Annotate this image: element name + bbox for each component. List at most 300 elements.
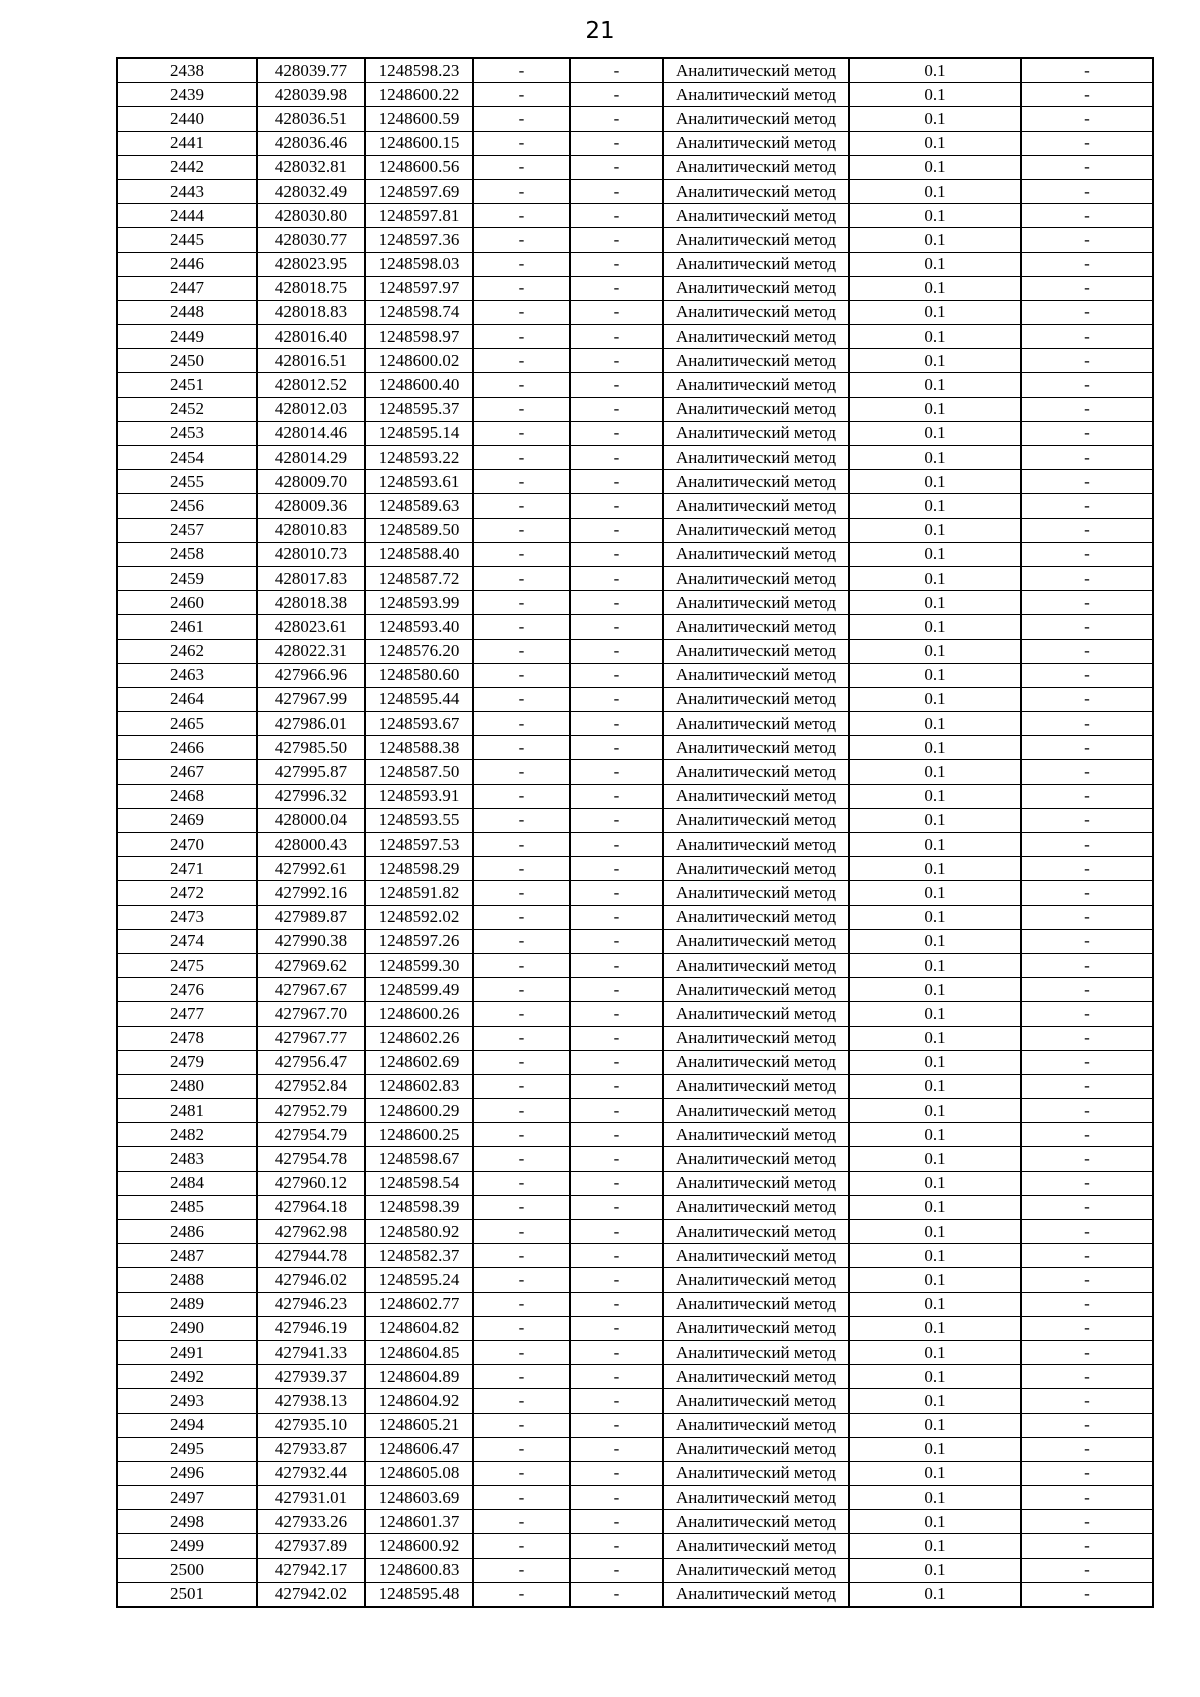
table-row [117,1244,1153,1268]
table-row [117,107,1153,131]
dash-cell-1: - [473,566,570,590]
x-coordinate-cell: 427960.12 [257,1171,365,1195]
table-row [117,736,1153,760]
accuracy-cell: 0.1 [849,1389,1021,1413]
table-row [117,1461,1153,1485]
dash-cell-3: - [1021,107,1153,131]
table-row [117,953,1153,977]
dash-cell-2: - [570,1558,663,1582]
dash-cell-3: - [1021,1437,1153,1461]
dash-cell-3: - [1021,639,1153,663]
accuracy-cell: 0.1 [849,1026,1021,1050]
dash-cell-2: - [570,929,663,953]
table-row [117,1292,1153,1316]
dash-cell-1: - [473,300,570,324]
dash-cell-3: - [1021,1220,1153,1244]
accuracy-cell: 0.1 [849,494,1021,518]
point-number-cell: 2473 [117,905,257,929]
dash-cell-3: - [1021,542,1153,566]
table-row [117,1340,1153,1364]
dash-cell-3: - [1021,566,1153,590]
point-number-cell: 2462 [117,639,257,663]
method-cell: Аналитический метод [663,1026,849,1050]
table-row [117,760,1153,784]
dash-cell-3: - [1021,349,1153,373]
dash-cell-1: - [473,615,570,639]
dash-cell-2: - [570,1220,663,1244]
dash-cell-2: - [570,1123,663,1147]
x-coordinate-cell: 427954.78 [257,1147,365,1171]
dash-cell-1: - [473,1461,570,1485]
point-number-cell: 2438 [117,58,257,83]
point-number-cell: 2460 [117,591,257,615]
table-row [117,929,1153,953]
dash-cell-1: - [473,155,570,179]
table-row [117,1268,1153,1292]
method-cell: Аналитический метод [663,978,849,1002]
accuracy-cell: 0.1 [849,1510,1021,1534]
dash-cell-3: - [1021,179,1153,203]
dash-cell-3: - [1021,1292,1153,1316]
table-row [117,687,1153,711]
accuracy-cell: 0.1 [849,712,1021,736]
dash-cell-1: - [473,881,570,905]
accuracy-cell: 0.1 [849,978,1021,1002]
dash-cell-1: - [473,663,570,687]
dash-cell-3: - [1021,1510,1153,1534]
x-coordinate-cell: 428009.70 [257,470,365,494]
point-number-cell: 2482 [117,1123,257,1147]
dash-cell-1: - [473,131,570,155]
dash-cell-1: - [473,1195,570,1219]
y-coordinate-cell: 1248593.61 [365,470,473,494]
dash-cell-2: - [570,1099,663,1123]
dash-cell-2: - [570,1365,663,1389]
dash-cell-1: - [473,760,570,784]
table-row [117,179,1153,203]
x-coordinate-cell: 427990.38 [257,929,365,953]
x-coordinate-cell: 428000.43 [257,833,365,857]
accuracy-cell: 0.1 [849,252,1021,276]
dash-cell-2: - [570,1074,663,1098]
dash-cell-1: - [473,204,570,228]
dash-cell-1: - [473,929,570,953]
dash-cell-2: - [570,131,663,155]
accuracy-cell: 0.1 [849,1195,1021,1219]
accuracy-cell: 0.1 [849,905,1021,929]
dash-cell-1: - [473,1099,570,1123]
x-coordinate-cell: 427952.84 [257,1074,365,1098]
accuracy-cell: 0.1 [849,1099,1021,1123]
method-cell: Аналитический метод [663,857,849,881]
dash-cell-1: - [473,639,570,663]
accuracy-cell: 0.1 [849,929,1021,953]
method-cell: Аналитический метод [663,784,849,808]
accuracy-cell: 0.1 [849,1123,1021,1147]
table-row [117,1437,1153,1461]
dash-cell-2: - [570,1437,663,1461]
dash-cell-1: - [473,591,570,615]
y-coordinate-cell: 1248591.82 [365,881,473,905]
x-coordinate-cell: 428023.61 [257,615,365,639]
table-row [117,1123,1153,1147]
method-cell: Аналитический метод [663,929,849,953]
y-coordinate-cell: 1248593.55 [365,808,473,832]
table-row [117,591,1153,615]
dash-cell-1: - [473,1220,570,1244]
table-row [117,421,1153,445]
dash-cell-1: - [473,1437,570,1461]
method-cell: Аналитический метод [663,808,849,832]
y-coordinate-cell: 1248589.50 [365,518,473,542]
dash-cell-1: - [473,1316,570,1340]
dash-cell-3: - [1021,276,1153,300]
dash-cell-3: - [1021,1486,1153,1510]
dash-cell-3: - [1021,446,1153,470]
table-row [117,1050,1153,1074]
y-coordinate-cell: 1248606.47 [365,1437,473,1461]
accuracy-cell: 0.1 [849,1316,1021,1340]
table-row [117,566,1153,590]
y-coordinate-cell: 1248600.15 [365,131,473,155]
point-number-cell: 2485 [117,1195,257,1219]
method-cell: Аналитический метод [663,1316,849,1340]
method-cell: Аналитический метод [663,615,849,639]
y-coordinate-cell: 1248598.03 [365,252,473,276]
x-coordinate-cell: 428016.40 [257,325,365,349]
point-number-cell: 2458 [117,542,257,566]
method-cell: Аналитический метод [663,1123,849,1147]
table-row [117,1074,1153,1098]
dash-cell-1: - [473,857,570,881]
accuracy-cell: 0.1 [849,591,1021,615]
x-coordinate-cell: 428039.77 [257,58,365,83]
y-coordinate-cell: 1248595.48 [365,1582,473,1607]
y-coordinate-cell: 1248580.60 [365,663,473,687]
dash-cell-3: - [1021,736,1153,760]
x-coordinate-cell: 427931.01 [257,1486,365,1510]
table-row [117,349,1153,373]
x-coordinate-cell: 427935.10 [257,1413,365,1437]
point-number-cell: 2497 [117,1486,257,1510]
dash-cell-2: - [570,1244,663,1268]
table-row [117,1220,1153,1244]
dash-cell-3: - [1021,1147,1153,1171]
dash-cell-3: - [1021,784,1153,808]
dash-cell-3: - [1021,1074,1153,1098]
point-number-cell: 2452 [117,397,257,421]
point-number-cell: 2467 [117,760,257,784]
accuracy-cell: 0.1 [849,736,1021,760]
method-cell: Аналитический метод [663,131,849,155]
x-coordinate-cell: 427938.13 [257,1389,365,1413]
dash-cell-2: - [570,1268,663,1292]
accuracy-cell: 0.1 [849,1461,1021,1485]
x-coordinate-cell: 427946.02 [257,1268,365,1292]
y-coordinate-cell: 1248600.29 [365,1099,473,1123]
dash-cell-2: - [570,1413,663,1437]
dash-cell-3: - [1021,1123,1153,1147]
y-coordinate-cell: 1248598.39 [365,1195,473,1219]
method-cell: Аналитический метод [663,58,849,83]
table-row [117,542,1153,566]
dash-cell-2: - [570,155,663,179]
y-coordinate-cell: 1248588.38 [365,736,473,760]
dash-cell-1: - [473,276,570,300]
x-coordinate-cell: 428014.46 [257,421,365,445]
dash-cell-3: - [1021,83,1153,107]
accuracy-cell: 0.1 [849,857,1021,881]
y-coordinate-cell: 1248598.23 [365,58,473,83]
point-number-cell: 2444 [117,204,257,228]
dash-cell-2: - [570,58,663,83]
point-number-cell: 2498 [117,1510,257,1534]
dash-cell-1: - [473,1365,570,1389]
accuracy-cell: 0.1 [849,1074,1021,1098]
dash-cell-2: - [570,1050,663,1074]
dash-cell-3: - [1021,1195,1153,1219]
method-cell: Аналитический метод [663,1437,849,1461]
method-cell: Аналитический метод [663,1099,849,1123]
y-coordinate-cell: 1248595.37 [365,397,473,421]
x-coordinate-cell: 428039.98 [257,83,365,107]
dash-cell-3: - [1021,833,1153,857]
dash-cell-2: - [570,1582,663,1607]
table-row [117,857,1153,881]
y-coordinate-cell: 1248605.08 [365,1461,473,1485]
point-number-cell: 2447 [117,276,257,300]
dash-cell-1: - [473,1389,570,1413]
dash-cell-3: - [1021,1558,1153,1582]
point-number-cell: 2499 [117,1534,257,1558]
dash-cell-1: - [473,1582,570,1607]
x-coordinate-cell: 427933.87 [257,1437,365,1461]
table-row [117,1510,1153,1534]
point-number-cell: 2457 [117,518,257,542]
y-coordinate-cell: 1248597.97 [365,276,473,300]
dash-cell-1: - [473,1147,570,1171]
point-number-cell: 2495 [117,1437,257,1461]
y-coordinate-cell: 1248589.63 [365,494,473,518]
dash-cell-1: - [473,58,570,83]
dash-cell-1: - [473,1292,570,1316]
point-number-cell: 2441 [117,131,257,155]
dash-cell-2: - [570,276,663,300]
accuracy-cell: 0.1 [849,349,1021,373]
dash-cell-1: - [473,494,570,518]
dash-cell-2: - [570,1389,663,1413]
point-number-cell: 2472 [117,881,257,905]
method-cell: Аналитический метод [663,252,849,276]
table-row [117,1147,1153,1171]
dash-cell-1: - [473,373,570,397]
y-coordinate-cell: 1248602.69 [365,1050,473,1074]
accuracy-cell: 0.1 [849,58,1021,83]
point-number-cell: 2459 [117,566,257,590]
dash-cell-3: - [1021,518,1153,542]
dash-cell-1: - [473,1026,570,1050]
y-coordinate-cell: 1248603.69 [365,1486,473,1510]
dash-cell-1: - [473,1244,570,1268]
y-coordinate-cell: 1248599.30 [365,953,473,977]
dash-cell-3: - [1021,1002,1153,1026]
y-coordinate-cell: 1248600.40 [365,373,473,397]
point-number-cell: 2449 [117,325,257,349]
method-cell: Аналитический метод [663,1171,849,1195]
y-coordinate-cell: 1248604.85 [365,1340,473,1364]
method-cell: Аналитический метод [663,446,849,470]
dash-cell-3: - [1021,881,1153,905]
table-row [117,1365,1153,1389]
dash-cell-3: - [1021,953,1153,977]
y-coordinate-cell: 1248598.97 [365,325,473,349]
dash-cell-2: - [570,736,663,760]
dash-cell-1: - [473,228,570,252]
accuracy-cell: 0.1 [849,1582,1021,1607]
point-number-cell: 2440 [117,107,257,131]
table-row [117,1534,1153,1558]
dash-cell-1: - [473,1171,570,1195]
accuracy-cell: 0.1 [849,1437,1021,1461]
method-cell: Аналитический метод [663,1582,849,1607]
method-cell: Аналитический метод [663,325,849,349]
method-cell: Аналитический метод [663,1413,849,1437]
x-coordinate-cell: 427964.18 [257,1195,365,1219]
accuracy-cell: 0.1 [849,953,1021,977]
x-coordinate-cell: 427941.33 [257,1340,365,1364]
table-row [117,325,1153,349]
x-coordinate-cell: 427932.44 [257,1461,365,1485]
x-coordinate-cell: 427986.01 [257,712,365,736]
method-cell: Аналитический метод [663,736,849,760]
table-row [117,1558,1153,1582]
accuracy-cell: 0.1 [849,784,1021,808]
dash-cell-2: - [570,349,663,373]
accuracy-cell: 0.1 [849,131,1021,155]
x-coordinate-cell: 427969.62 [257,953,365,977]
dash-cell-1: - [473,446,570,470]
dash-cell-2: - [570,712,663,736]
y-coordinate-cell: 1248593.91 [365,784,473,808]
x-coordinate-cell: 428010.73 [257,542,365,566]
dash-cell-3: - [1021,1534,1153,1558]
dash-cell-1: - [473,1534,570,1558]
dash-cell-2: - [570,228,663,252]
y-coordinate-cell: 1248598.54 [365,1171,473,1195]
accuracy-cell: 0.1 [849,155,1021,179]
method-cell: Аналитический метод [663,1220,849,1244]
point-number-cell: 2454 [117,446,257,470]
x-coordinate-cell: 427954.79 [257,1123,365,1147]
method-cell: Аналитический метод [663,179,849,203]
method-cell: Аналитический метод [663,566,849,590]
dash-cell-2: - [570,446,663,470]
y-coordinate-cell: 1248587.72 [365,566,473,590]
table-row [117,833,1153,857]
method-cell: Аналитический метод [663,204,849,228]
dash-cell-1: - [473,1050,570,1074]
x-coordinate-cell: 427933.26 [257,1510,365,1534]
accuracy-cell: 0.1 [849,397,1021,421]
method-cell: Аналитический метод [663,1147,849,1171]
point-number-cell: 2442 [117,155,257,179]
method-cell: Аналитический метод [663,1558,849,1582]
y-coordinate-cell: 1248597.69 [365,179,473,203]
y-coordinate-cell: 1248602.26 [365,1026,473,1050]
dash-cell-3: - [1021,663,1153,687]
dash-cell-2: - [570,1292,663,1316]
dash-cell-3: - [1021,373,1153,397]
point-number-cell: 2463 [117,663,257,687]
x-coordinate-cell: 427967.77 [257,1026,365,1050]
dash-cell-3: - [1021,1582,1153,1607]
accuracy-cell: 0.1 [849,808,1021,832]
dash-cell-3: - [1021,131,1153,155]
y-coordinate-cell: 1248593.40 [365,615,473,639]
accuracy-cell: 0.1 [849,687,1021,711]
accuracy-cell: 0.1 [849,421,1021,445]
y-coordinate-cell: 1248600.83 [365,1558,473,1582]
point-number-cell: 2500 [117,1558,257,1582]
table-row [117,83,1153,107]
dash-cell-2: - [570,1195,663,1219]
x-coordinate-cell: 427992.16 [257,881,365,905]
method-cell: Аналитический метод [663,107,849,131]
dash-cell-1: - [473,1413,570,1437]
x-coordinate-cell: 427946.19 [257,1316,365,1340]
y-coordinate-cell: 1248595.44 [365,687,473,711]
point-number-cell: 2474 [117,929,257,953]
dash-cell-3: - [1021,808,1153,832]
dash-cell-3: - [1021,857,1153,881]
dash-cell-2: - [570,1171,663,1195]
accuracy-cell: 0.1 [849,204,1021,228]
point-number-cell: 2488 [117,1268,257,1292]
y-coordinate-cell: 1248600.22 [365,83,473,107]
y-coordinate-cell: 1248600.25 [365,1123,473,1147]
x-coordinate-cell: 428000.04 [257,808,365,832]
dash-cell-2: - [570,421,663,445]
dash-cell-1: - [473,542,570,566]
y-coordinate-cell: 1248595.14 [365,421,473,445]
dash-cell-2: - [570,373,663,397]
dash-cell-1: - [473,1558,570,1582]
method-cell: Аналитический метод [663,687,849,711]
point-number-cell: 2464 [117,687,257,711]
table-row [117,881,1153,905]
dash-cell-3: - [1021,591,1153,615]
dash-cell-3: - [1021,1099,1153,1123]
table-row [117,808,1153,832]
x-coordinate-cell: 428018.75 [257,276,365,300]
dash-cell-2: - [570,325,663,349]
x-coordinate-cell: 427942.02 [257,1582,365,1607]
dash-cell-1: - [473,83,570,107]
method-cell: Аналитический метод [663,1510,849,1534]
y-coordinate-cell: 1248598.67 [365,1147,473,1171]
y-coordinate-cell: 1248593.67 [365,712,473,736]
point-number-cell: 2477 [117,1002,257,1026]
method-cell: Аналитический метод [663,276,849,300]
point-number-cell: 2491 [117,1340,257,1364]
table-row [117,204,1153,228]
accuracy-cell: 0.1 [849,881,1021,905]
method-cell: Аналитический метод [663,470,849,494]
x-coordinate-cell: 428036.46 [257,131,365,155]
dash-cell-3: - [1021,712,1153,736]
dash-cell-2: - [570,1340,663,1364]
dash-cell-1: - [473,687,570,711]
